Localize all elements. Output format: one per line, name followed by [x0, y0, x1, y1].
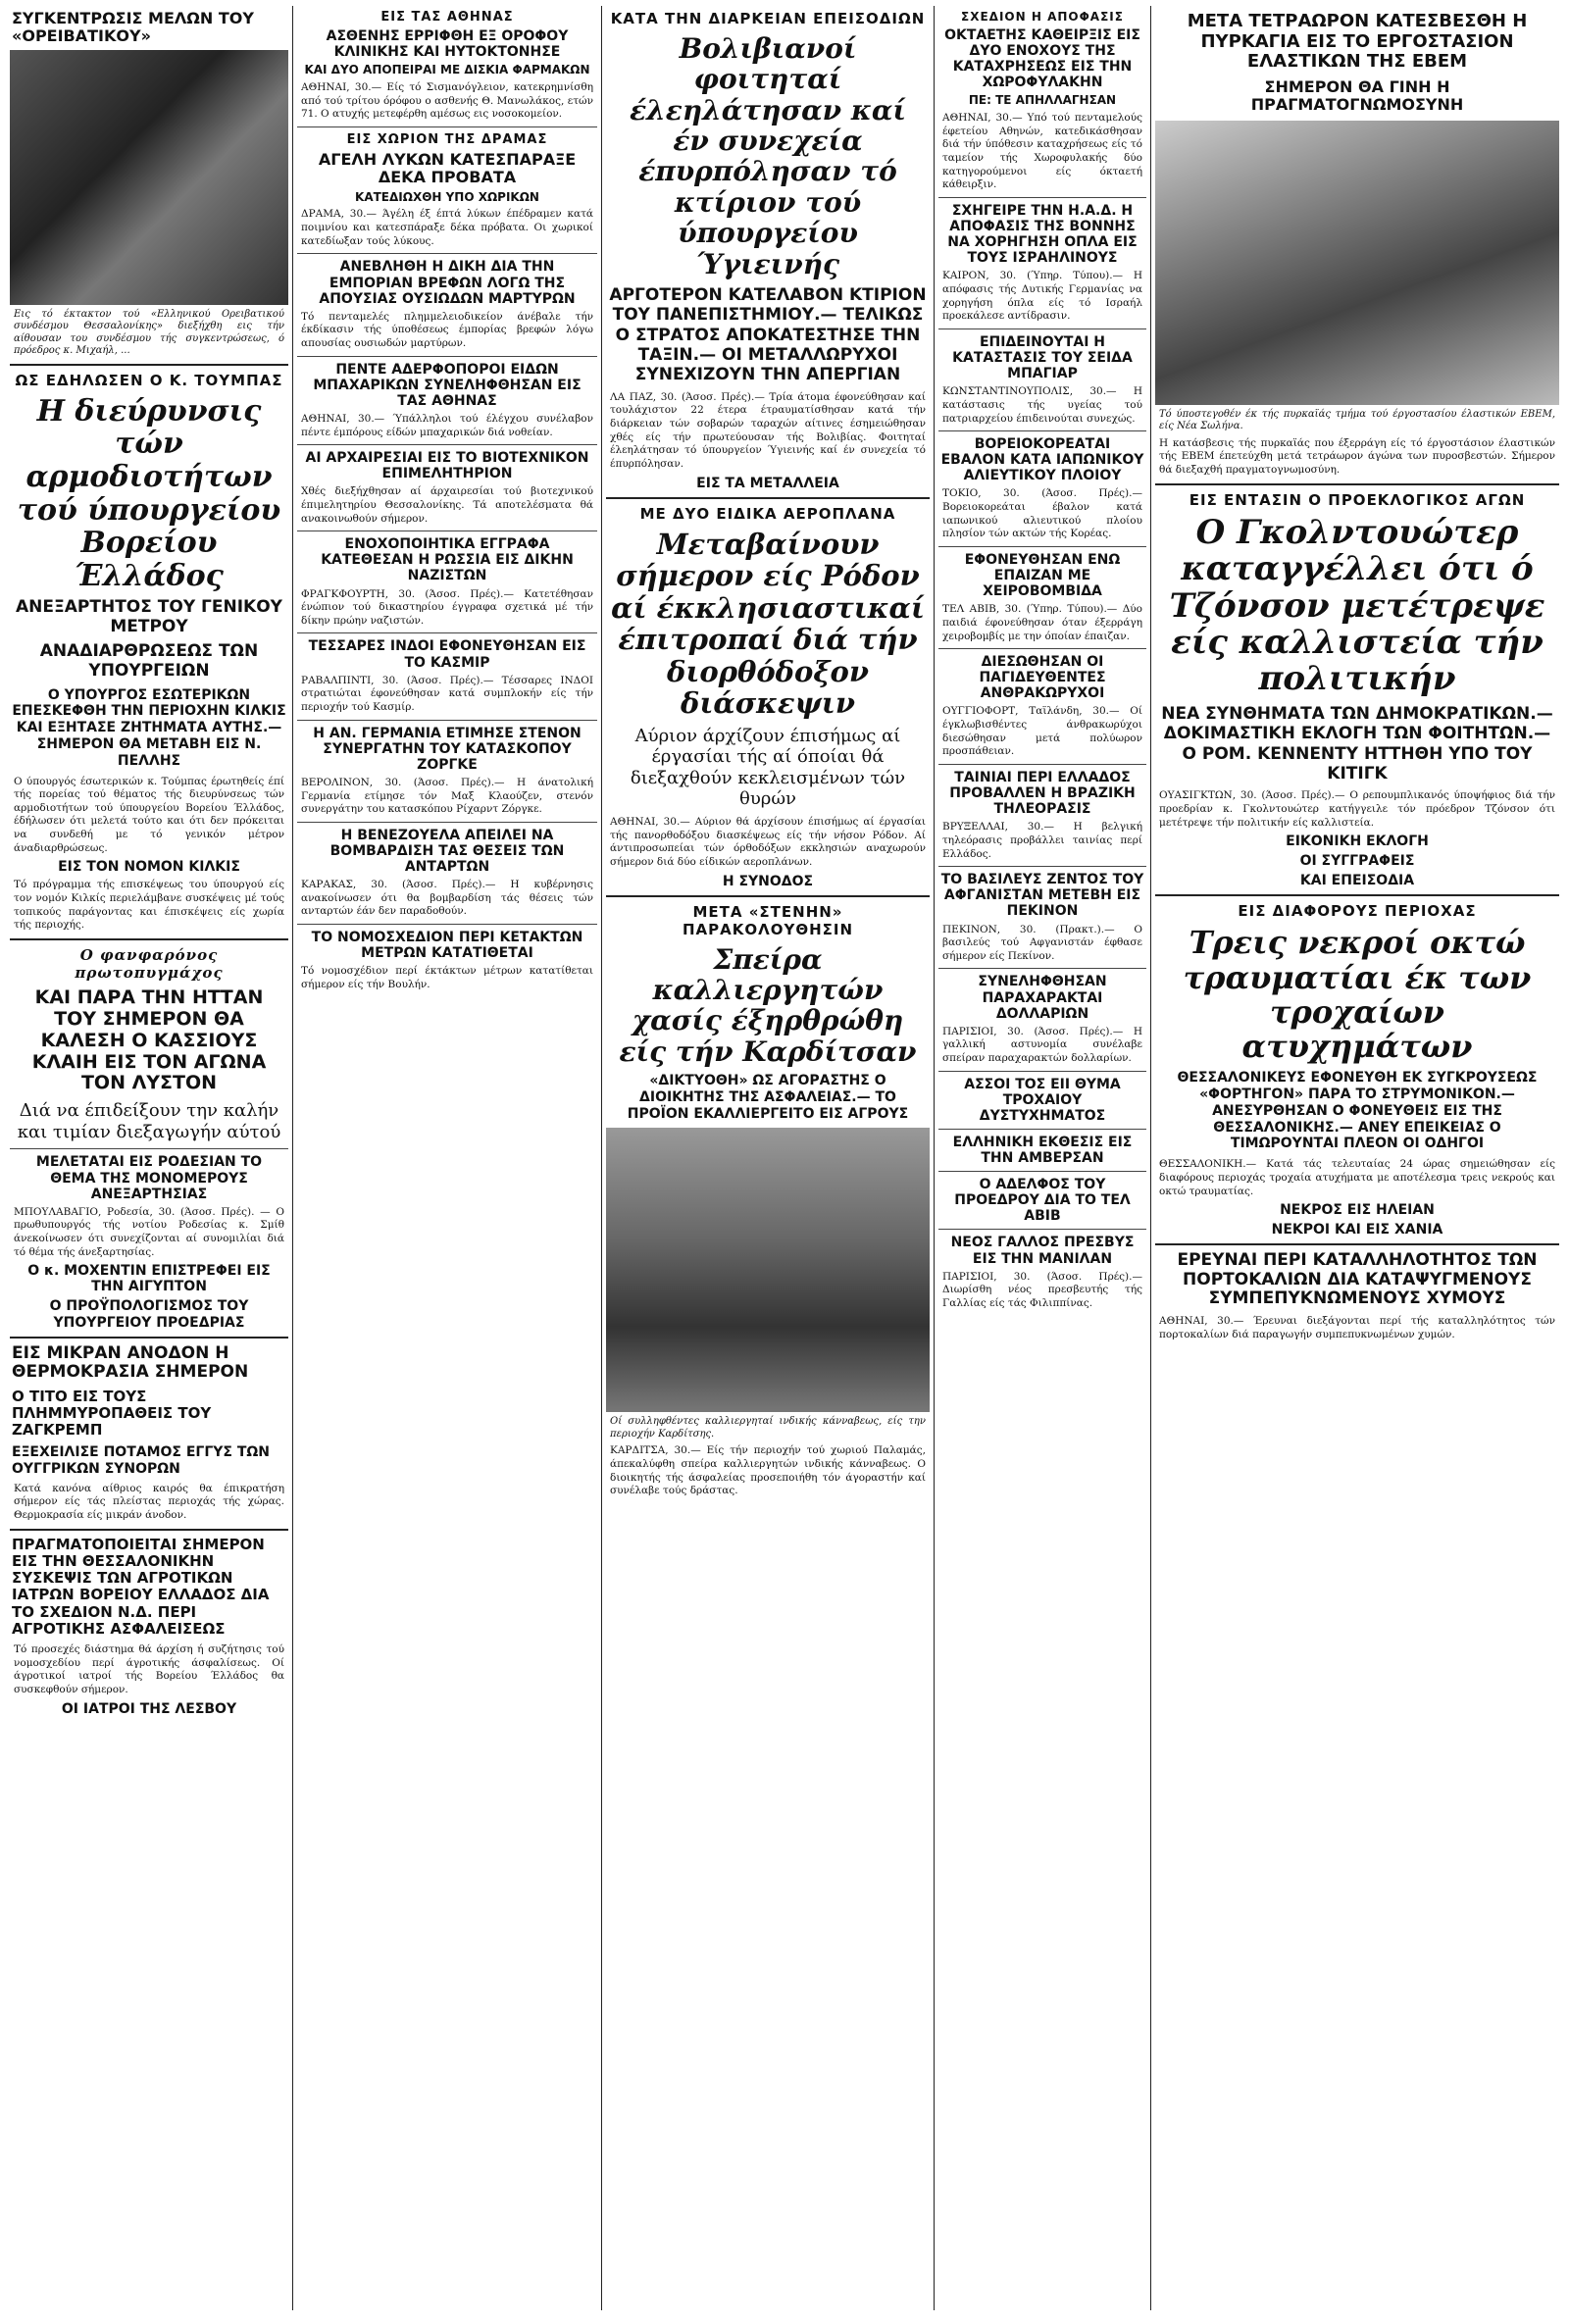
article-body: ΡΑΒΑΛΠΙΝΤΙ, 30. (Άσοσ. Πρές).— Τέσσαρες ΙΝΔΟΙ στρατιώται έφονεύθησαν κατά συμπλοκήν είς τήν περιοχήν τού Κασμίρ. — [301, 674, 593, 713]
headline: Η ΑΝ. ΓΕΡΜΑΝΙΑ ΕΤΙΜΗΣΕ ΣΤΕΝΟΝ ΣΥΝΕΡΓΑΤΗΝ ΤΟΥ ΚΑΤΑΣΚΟΠΟΥ ΖΟΡΓΚΕ — [313, 725, 582, 773]
headline: ΤΑΙΝΙΑΙ ΠΕΡΙ ΕΛΛΑΔΟΣ ΠΡΟΒΑΛΛΕΝ Η ΒΡΑΖΙΚΗ ΤΗΛΕΟΡΑΣΙΣ — [949, 770, 1136, 818]
subheadline: Ο ΤΙΤΟ ΕΙΣ ΤΟΥΣ ΠΛΗΜΜΥΡΟΠΑΘΕΙΣ ΤΟΥ ΖΑΓΚΡΕΜΠ — [12, 1387, 212, 1440]
article-body: Τό προσεχές διάστημα θά άρχίση ή συζήτησις τού νομοσχεδίου περί άγροτικής άσφαλίσεως. Οί άγροτικοί ιατροί τής Βορείου Έλλάδος θα συσκεφθούν σήμερον. — [14, 1643, 284, 1696]
deck: ΑΡΓΟΤΕΡΟΝ ΚΑΤΕΛΑΒΟΝ ΚΤΙΡΙΟΝ ΤΟΥ ΠΑΝΕΠΙΣΤΗΜΙΟΥ.— ΤΕΛΙΚΩΣ Ο ΣΤΡΑΤΟΣ ΑΠΟΚΑΤΕΣΤΗΣΕ ΤΗΝ ΤΑΞΙΝ.— ΟΙ ΜΕΤΑΛΛΩΡΥΧΟΙ ΣΥΝΕΧΙΖΟΥΝ ΤΗΝ ΑΠΕΡΓΙΑΝ — [609, 284, 927, 385]
headline: Μεταβαίνουν σήμερον είς Ρόδον αί έκκλησιαστικαί έπιτροπαί διά τήν διορθόδοξον διάσκεψιν — [611, 527, 925, 721]
subheadline: ΕΞΕΧΕΙΛΙΣΕ ΠΟΤΑΜΟΣ ΕΓΓΥΣ ΤΩΝ ΟΥΓΓΡΙΚΩΝ ΣΥΝΟΡΩΝ — [12, 1444, 271, 1477]
kicker: ΚΑΤΑ ΤΗΝ ΔΙΑΡΚΕΙΑΝ ΕΠΕΙΣΟΔΙΩΝ — [610, 10, 926, 27]
article-body: ΛΑ ΠΑΖ, 30. (Άσοσ. Πρές).— Τρία άτομα έφονεύθησαν καί τουλάχιστον 22 έτερα έτραυματίσθησαν κατά τήν διάρκειαν τών σοβαρών ταραχών αίτινες έσημειώθησαν χθές είς τήν πρωτεύουσαν τής Βολιβίας. Φοιτηταί έλεηλάτησαν τό ύπουργείον Ύγιεινής καί έν συνεχεία τό έπυρπόλησαν. — [610, 390, 926, 471]
article-body: ΠΑΡΙΣΙΟΙ, 30. (Άσοσ. Πρές).— Διωρίσθη νέος πρεσβευτής τής Γαλλίας είς τάς Φιλιππίνας. — [942, 1270, 1142, 1309]
kicker: ΜΕΤΑ «ΣΤΕΝΗΝ» ΠΑΡΑΚΟΛΟΥΘΗΣΙΝ — [682, 902, 854, 938]
headline: ΕΡΕΥΝΑΙ ΠΕΡΙ ΚΑΤΑΛΛΗΛΟΤΗΤΟΣ ΤΩΝ ΠΟΡΤΟΚΑΛΙΩΝ ΔΙΑ ΚΑΤΑΨΥΓΜΕΝΟΥΣ ΣΥΜΠΕΠΥΚΝΩΜΕΝΟΥΣ ΧΥΜΟΥΣ — [1177, 1250, 1538, 1309]
column-3 — [606, 6, 930, 2310]
article-body: ΚΑΡΑΚΑΣ, 30. (Άσοσ. Πρές).— Η κυβέρνησις ανακοίνωσεν ότι θα βομβαρδίση τάς θέσεις τών ανταρτών έάν δεν παραδοθούν. — [301, 879, 593, 918]
column-rule — [1150, 6, 1151, 2310]
kicker: ΕΙΣ ΔΙΑΦΟΡΟΥΣ ΠΕΡΙΟΧΑΣ — [1238, 902, 1477, 921]
article-body: Ο ύπουργός έσωτερικών κ. Τούμπας έρωτηθείς έπί τής πορείας τού θέματος τής διευρύνσεως τών αρμοδιοτήτων τού ύπουργείου Βορείου Έλλάδος, έδήλωσεν ότι μελετά τούτο και ότι δεν πρόκειται να συνδεθή με τό γενικόν μέτρον άναδιαρθρώσεως. — [14, 775, 284, 854]
headline: ΑΓΕΛΗ ΛΥΚΩΝ ΚΑΤΕΣΠΑΡΑΞΕ ΔΕΚΑ ΠΡΟΒΑΤΑ — [318, 149, 577, 187]
article-body: Κατά κανόνα αίθριος καιρός θα έπικρατήση σήμερον είς τάς πλείστας περιοχάς τής χώρας. Θερμοκρασία είς μικράν άνοδον. — [14, 1482, 284, 1521]
subhead: ΕΙΚΟΝΙΚΗ ΕΚΛΟΓΗ — [1286, 834, 1429, 850]
deck: «ΔΙΚΤΥΟΘΗ» ΩΣ ΑΓΟΡΑΣΤΗΣ Ο ΔΙΟΙΚΗΤΗΣ ΤΗΣ ΑΣΦΑΛΕΙΑΣ.— ΤΟ ΠΡΟΪΟΝ ΕΚΑΛΛΙΕΡΓΕΙΤΟ ΕΙΣ ΑΓΡΟΥΣ — [627, 1073, 909, 1122]
headline: ΠΕΝΤΕ ΑΔΕΡΦΟΠΟΡΟΙ ΕΙΔΩΝ ΜΠΑΧΑΡΙΚΩΝ ΣΥΝΕΛΗΦΘΗΣΑΝ ΕΙΣ ΤΑΣ ΑΘΗΝΑΣ — [313, 361, 582, 409]
kicker: ΩΣ ΕΔΗΛΩΣΕΝ Ο Κ. ΤΟΥΜΠΑΣ — [15, 371, 283, 389]
headline: Ο ΠΡΟΫΠΟΛΟΓΙΣΜΟΣ ΤΟΥ ΥΠΟΥΡΓΕΙΟΥ ΠΡΟΕΔΡΙΑΣ — [49, 1298, 249, 1331]
headline: ΟΚΤΑΕΤΗΣ ΚΑΘΕΙΡΞΙΣ ΕΙΣ ΔΥΟ ΕΝΟΧΟΥΣ ΤΗΣ ΚΑΤΑΧΡΗΣΕΩΣ ΕΙΣ ΤΗΝ ΧΩΡΟΦΥΛΑΚΗΝ — [944, 27, 1140, 91]
headline: ΑΙ ΑΡΧΑΙΡΕΣΙΑΙ ΕΙΣ ΤΟ ΒΙΟΤΕΧΝΙΚΟΝ ΕΠΙΜΕΛΗΤΗΡΙΟΝ — [305, 450, 589, 482]
kicker: ΕΙΣ ΧΩΡΙΟΝ ΤΗΣ ΔΡΑΜΑΣ — [346, 131, 548, 147]
column-1 — [10, 6, 288, 2310]
subhead: ΕΙΣ ΤΟΝ ΝΟΜΟΝ ΚΙΛΚΙΣ — [58, 859, 240, 876]
deck: Ο ΥΠΟΥΡΓΟΣ ΕΣΩΤΕΡΙΚΩΝ ΕΠΕΣΚΕΦΘΗ ΤΗΝ ΠΕΡΙΟΧΗΝ ΚΙΛΚΙΣ ΚΑΙ ΕΞΗΤΑΣΕ ΖΗΤΗΜΑΤΑ ΑΥΤΗΣ.— ΣΗΜΕΡΟΝ ΘΑ ΜΕΤΑΒΗ ΕΙΣ Ν. ΠΕΛΛΗΣ — [12, 686, 286, 769]
photo-caption: Τό ύποστεγοθέν έκ τής πυρκαϊάς τμήμα τού έργοστασίου έλαστικών ΕΒΕΜ, είς Νέα Σωλήνα. — [1159, 408, 1555, 432]
headline: ΣΧΗΓΕΙΡΕ ΤΗΝ Η.Α.Δ. Η ΑΠΟΦΑΣΙΣ ΤΗΣ ΒΟΝΝΗΣ ΝΑ ΧΟΡΗΓΗΣΗ ΟΠΛΑ ΕΙΣ ΤΟΥΣ ΙΣΡΑΗΛΙΝΟΥΣ — [947, 203, 1138, 267]
article-body: ΑΘΗΝΑΙ, 30.— Ύπάλληλοι τού έλέγχου συνέλαβον πέντε έμπόρους είδών μπαχαρικών διά νοθείαν. — [301, 412, 593, 438]
article-body: ΤΕΛ ΑΒΙΒ, 30. (Ύπηρ. Τύπου).— Δύο παιδιά έφονεύθησαν όταν έξερράγη χειροβομβίς με την όποίαν έπαιζαν. — [942, 603, 1142, 642]
headline: Ο ΑΔΕΛΦΟΣ ΤΟΥ ΠΡΟΕΔΡΟΥ ΔΙΑ ΤΟ ΤΕΛ ΑΒΙΒ — [954, 1177, 1131, 1225]
column-rule — [934, 6, 935, 2310]
article-body: ΚΑΙΡΟΝ, 30. (Ύπηρ. Τύπου).— Η απόφασις τής Δυτικής Γερμανίας να χορηγήση όπλα είς τό Ισραήλ προεκάλεσε αντίδρασιν. — [942, 270, 1142, 323]
headline: ΕΦΟΝΕΥΘΗΣΑΝ ΕΝΩ ΕΠΑΙΖΑΝ ΜΕ ΧΕΙΡΟΒΟΜΒΙΔΑ — [964, 552, 1121, 600]
factory-fire-photo — [1155, 121, 1559, 405]
article-body: Τό νομοσχέδιον περί έκτάκτων μέτρων κατατίθεται σήμερον είς τήν Βουλήν. — [301, 965, 593, 990]
kicker: ΕΙΣ ΤΑΣ ΑΘΗΝΑΣ — [380, 10, 514, 25]
article-body: ΑΘΗΝΑΙ, 30.— Έρευναι διεξάγονται περί τής καταλληλότητος τών πορτοκαλίων διά παραγωγήν συμπεπυκνωμένων χυμών. — [1159, 1314, 1555, 1340]
headline: Ο Γκολντουώτερ καταγγέλλει ότι ό Τζόνσον μετέτρεψε είς καλλιστεία τήν πολιτικήν — [1169, 512, 1545, 699]
headline: ΑΝΕΒΛΗΘΗ Η ΔΙΚΗ ΔΙΑ ΤΗΝ ΕΜΠΟΡΙΑΝ ΒΡΕΦΩΝ ΛΟΓΩ ΤΗΣ ΑΠΟΥΣΙΑΣ ΟΥΣΙΩΔΩΝ ΜΑΡΤΥΡΩΝ — [319, 259, 576, 307]
headline: Τρεις νεκροί οκτώ τραυματίαι έκ των τροχαίων ατυχημάτων — [1183, 924, 1532, 1066]
column-2 — [297, 6, 597, 2310]
article-body: ΤΟΚΙΟ, 30. (Άσοσ. Πρές).— Βορειοκορεάται έβαλον κατά ιαπωνικού αλιευτικού πλοίου πλησίον τών ακτών τής Κορέας. — [942, 487, 1142, 540]
headline: ΑΣΣΟΙ ΤΟΣ ΕΙΙ ΘΥΜΑ ΤΡΟΧΑΙΟΥ ΔΥΣΤΥΧΗΜΑΤΟΣ — [964, 1076, 1121, 1124]
column-5 — [1155, 6, 1559, 2310]
headline: Η διεύρυνσις τών αρμοδιοτήτων τού ύπουργείου Βορείου Έλλάδος — [17, 393, 281, 593]
deck: ΘΕΣΣΑΛΟΝΙΚΕΥΣ ΕΦΟΝΕΥΘΗ ΕΚ ΣΥΓΚΡΟΥΣΕΩΣ «ΦΟΡΤΗΓΟΝ» ΠΑΡΑ ΤΟ ΣΤΡΥΜΟΝΙΚΟΝ.— ΑΝΕΣΥΡΘΗΣΑΝ Ο ΦΟΝΕΥΘΕΙΣ ΕΙΣ ΤΗΣ ΘΕΣΣΑΛΟΝΙΚΗΣ.— ΑΝΕΥ ΕΠΕΙΚΕΙΑΣ Ο ΤΙΜΩΡΟΥΝΤΑΙ ΠΛΕΟΝ ΟΙ ΟΔΗΓΟΙ — [1177, 1070, 1538, 1152]
headline: ΕΛΛΗΝΙΚΗ ΕΚΘΕΣΙΣ ΕΙΣ ΤΗΝ ΑΜΒΕΡΣΑΝ — [952, 1134, 1133, 1167]
article-body: Τό πρόγραμμα τής επισκέψεως του ύπουργού είς τον νομόν Κιλκίς περιελάμβανε συσκέψεις μέ τούς τοπικούς παράγοντας και έπισκέψεις είς χωρία τής περιοχής. — [14, 879, 284, 932]
article-body: ΦΡΑΓΚΦΟΥΡΤΗ, 30. (Άσοσ. Πρές).— Κατετέθησαν ένώπιον τού δικαστηρίου έγγραφα σχετικά μέ τήν δίκην πρώην ναζιστών. — [301, 587, 593, 627]
deck: Αύριον άρχίζουν έπισήμως αί έργασίαι τής αί όποίαι θά διεξαχθούν κεκλεισμένων τών θυρών — [630, 725, 906, 810]
column-4 — [938, 6, 1146, 2310]
article-body: ΟΥΑΣΙΓΚΤΩΝ, 30. (Άσοσ. Πρές).— Ο ρεπουμπλικανός ύποψήφιος διά τήν προεδρίαν κ. Γκολντουώτερ κατήγγειλε τόν πρόεδρον Τζόνσον ότι μετέτρεψε τήν πολιτικήν είς καλλιστεία. — [1159, 789, 1555, 829]
headline: ΣΥΝΕΛΗΦΘΗΣΑΝ ΠΑΡΑΧΑΡΑΚΤΑΙ ΔΟΛΛΑΡΙΩΝ — [978, 974, 1107, 1022]
subhead: Η ΣΥΝΟΔΟΣ — [722, 873, 814, 889]
deck: ΝΕΑ ΣΥΝΘΗΜΑΤΑ ΤΩΝ ΔΗΜΟΚΡΑΤΙΚΩΝ.— ΔΟΚΙΜΑΣΤΙΚΗ ΕΚΛΟΓΗ ΤΩΝ ΦΟΙΤΗΤΩΝ.— Ο ΡΟΜ. ΚΕΝΝΕΝΤΥ ΗΤΤΗΘΗ ΥΠΟ ΤΟΥ ΚΙΤΙΓΚ — [1161, 703, 1553, 783]
headline: ΕΝΟΧΟΠΟΙΗΤΙΚΑ ΕΓΓΡΑΦΑ ΚΑΤΕΘΕΣΑΝ Η ΡΩΣΣΙΑ ΕΙΣ ΔΙΚΗΝ ΝΑΖΙΣΤΩΝ — [321, 536, 574, 584]
article-body: ΒΕΡΟΛΙΝΟΝ, 30. (Άσοσ. Πρές).— Η άνατολική Γερμανία ετίμησε τόν Μαξ Κλαούζεν, στενόν συνεργάτην του κατασκόπου Ρίχαρντ Ζόργκε. — [301, 776, 593, 816]
article-body: ΚΩΝΣΤΑΝΤΙΝΟΥΠΟΛΙΣ, 30.— Η κατάστασις τής υγείας τού πατριαρχείου έπιδεινούται συνεχώς. — [942, 385, 1142, 425]
article-body: ΑΘΗΝΑΙ, 30.— Υπό τού πενταμελούς έφετείου Αθηνών, κατεδικάσθησαν διά τήν ύπόθεσιν καταχρήσεως είς τό ταμείον τής Χωροφυλακής δύο κατηγορούμενοι είς όκταετή κάθειρξιν. — [942, 112, 1142, 191]
subhead: ΟΙ ΣΥΓΓΡΑΦΕΙΣ — [1299, 853, 1415, 870]
headline: ΤΟ ΒΑΣΙΛΕΥΣ ΖΕΝΤΟΣ ΤΟΥ ΑΦΓΑΝΙΣΤΑΝ ΜΕΤΕΒΗ ΕΙΣ ΠΕΚΙΝΟΝ — [940, 872, 1144, 920]
subheadline: ΑΝΑΔΙΑΡΘΡΩΣΕΩΣ ΤΩΝ ΥΠΟΥΡΓΕΙΩΝ — [39, 641, 259, 681]
column-rule — [292, 6, 293, 2310]
article-body: ΜΠΟΥΛΑΒΑΓΙΟ, Ροδεσία, 30. (Άσοσ. Πρές). — Ο πρωθυπουργός τής νοτίου Ροδεσίας κ. Σμίθ άνεκοίνωσεν ότι συνεχίζονται αί συνομιλίαι διά τό θέμα τής άνεξαρτησίας. — [14, 1205, 284, 1258]
subheadline: ΣΗΜΕΡΟΝ ΘΑ ΓΙΝΗ Η ΠΡΑΓΜΑΤΟΓΝΩΜΟΣΥΝΗ — [1250, 77, 1464, 115]
headline: Σπείρα καλλιεργητών χασίς έξηρθρώθη είς τήν Καρδίτσαν — [619, 942, 917, 1068]
subheadline: ΑΝΕΞΑΡΤΗΤΟΣ ΤΟΥ ΓΕΝΙΚΟΥ ΜΕΤΡΟΥ — [16, 597, 282, 636]
photo-caption: Οί συλληφθέντες καλλιεργηταί ινδικής κάνναβεως, είς την περιοχήν Καρδίτσης. — [610, 1416, 926, 1440]
subhead: ΝΕΚΡΟΙ ΚΑΙ ΕΙΣ ΧΑΝΙΑ — [1271, 1222, 1443, 1238]
kicker: ΕΙΣ ΕΝΤΑΣΙΝ Ο ΠΡΟΕΚΛΟΓΙΚΟΣ ΑΓΩΝ — [1189, 490, 1526, 509]
article-body: ΠΕΚΙΝΟΝ, 30. (Πρακτ.).— Ο βασιλεύς τού Αφγανιστάν έφθασε σήμερον είς Πεκίνον. — [942, 923, 1142, 962]
headline: ΤΟ ΝΟΜΟΣΧΕΔΙΟΝ ΠΕΡΙ ΚΕΤΑΚΤΩΝ ΜΕΤΡΩΝ ΚΑΤΑΤΙΘΕΤΑΙ — [311, 930, 583, 962]
subheadline: ΚΑΙ ΔΥΟ ΑΠΟΠΕΙΡΑΙ ΜΕ ΔΙΣΚΙΑ ΦΑΡΜΑΚΩΝ — [304, 63, 590, 77]
article-body: ΟΥΓΓΙΟΦΟΡΤ, Ταϊλάνδη, 30.— Οί έγκλωβισθέντες άνθρακωρύχοι διεσώθησαν μετά πολύωρον προσπάθειαν. — [942, 705, 1142, 758]
group-photo — [10, 50, 288, 305]
subheadline: ΚΑΤΕΔΙΩΧΘΗ ΥΠΟ ΧΩΡΙΚΩΝ — [355, 189, 539, 204]
article-body: ΑΘΗΝΑΙ, 30.— Αύριον θά άρχίσουν έπισήμως αί έργασίαι τής πανορθοδόξου διασκέψεως είς τήν νήσον Ρόδον. Αί άντιπροσωπείαι τών όρθοδόξων εκκλησιών αναχωρούν σήμερον διά δύο είδικών αεροπλάνων. — [610, 815, 926, 868]
subhead: ΝΕΚΡΟΣ ΕΙΣ ΗΛΕΙΑΝ — [1280, 1202, 1435, 1219]
headline: ΚΑΙ ΠΑΡΑ ΤΗΝ ΗΤΤΑΝ ΤΟΥ ΣΗΜΕΡΟΝ ΘΑ ΚΑΛΕΣΗ Ο ΚΑΣΣΙΟΥΣ ΚΛΑΙΗ ΕΙΣ ΤΟΝ ΑΓΩΝΑ ΤΟΝ ΛΥΣΤΟΝ — [31, 986, 267, 1094]
headline: ΕΠΙΔΕΙΝΟΥΤΑΙ Η ΚΑΤΑΣΤΑΣΙΣ ΤΟΥ ΣΕΙΔΑ ΜΠΑΓΙΑΡ — [952, 333, 1133, 382]
photo-headline: ΣΥΓΚΕΝΤΡΩΣΙΣ ΜΕΛΩΝ ΤΟΥ «ΟΡΕΙΒΑΤΙΚΟΥ» — [12, 9, 254, 46]
article-body: ΑΘΗΝΑΙ, 30.— Είς τό Σισμανόγλειον, κατεκρημνίσθη από τού τρίτου όρόφου ο ασθενής Θ. Μανωλάκος, ετών 71. Ο ατυχής μετεφέρθη αμέσως εις νοσοκομείον. — [301, 80, 593, 121]
subhead: ΚΑΙ ΕΠΕΙΣΟΔΙΑ — [1299, 873, 1415, 889]
kicker: Ο φανφαρόνος πρωτοπυγμάχος — [75, 946, 224, 983]
article-body: Τό πενταμελές πλημμελειοδικείον άνέβαλε τήν έκδίκασιν τής ύποθέσεως έμπορίας βρεφών λόγω απουσίας ουσιωδών μαρτύρων. — [301, 310, 593, 349]
article-body: ΒΡΥΞΕΛΛΑΙ, 30.— Η βελγική τηλεόρασις προβάλλει ταινίας περί Ελλάδος. — [942, 821, 1142, 860]
article-body: ΘΕΣΣΑΛΟΝΙΚΗ.— Κατά τάς τελευταίας 24 ώρας σημειώθησαν είς διαφόρους περιοχάς τροχαία ατυχήματα με αποτέλεσμα τρεις νεκρούς και οκτώ τραυματίας. — [1159, 1158, 1555, 1197]
article-body: Χθές διεξήχθησαν αί άρχαιρεσίαι τού βιοτεχνικού έπιμελητηρίου Θεσσαλονίκης. Τά αποτελέσματα θά ανακοινωθούν σήμερον. — [301, 485, 593, 525]
headline: ΜΕΤΑ ΤΕΤΡΑΩΡΟΝ ΚΑΤΕΣΒΕΣΘΗ Η ΠΥΡΚΑΓΙΑ ΕΙΣ ΤΟ ΕΡΓΟΣΤΑΣΙΟΝ ΕΛΑΣΤΙΚΩΝ ΤΗΣ ΕΒΕΜ — [1187, 11, 1528, 73]
headline: ΑΣΘΕΝΗΣ ΕΡΡΙΦΘΗ ΕΞ ΟΡΟΦΟΥ ΚΛΙΝΙΚΗΣ ΚΑΙ ΗΥΤΟΚΤΟΝΗΣΕ — [326, 28, 569, 61]
headline: ΜΕΛΕΤΑΤΑΙ ΕΙΣ ΡΟΔΕΣΙΑΝ ΤΟ ΘΕΜΑ ΤΗΣ ΜΟΝΟΜΕΡΟΥΣ ΑΝΕΞΑΡΤΗΣΙΑΣ — [35, 1154, 263, 1202]
headline: ΕΙΣ ΜΙΚΡΑΝ ΑΝΟΔΟΝ Η ΘΕΡΜΟΚΡΑΣΙΑ ΣΗΜΕΡΟΝ — [12, 1342, 249, 1383]
article-body: Η κατάσβεσις τής πυρκαϊάς που έξερράγη είς τό έργοστάσιον έλαστικών τής ΕΒΕΜ έπετεύχθη μετά τετράωρον άγώνα των πυροσβεστών. Σήμερον θά διεξαχθή πραγματογνωμοσύνη. — [1159, 436, 1555, 477]
headline: ΒΟΡΕΙΟΚΟΡΕΑΤΑΙ ΕΒΑΛΟΝ ΚΑΤΑ ΙΑΠΩΝΙΚΟΥ ΑΛΙΕΥΤΙΚΟΥ ΠΛΟΙΟΥ — [940, 436, 1144, 484]
kicker: ΣΧΕΔΙΟΝ Η ΑΠΟΦΑΣΙΣ — [961, 10, 1124, 24]
article-body: ΔΡΑΜΑ, 30.— Άγέλη έξ έπτά λύκων έπέδραμεν κατά ποιμνίου και κατεσπάραξε δέκα πρόβατα. Οι χωρικοί κατεδίωξαν τούς λύκους. — [301, 208, 593, 247]
kicker: ΜΕ ΔΥΟ ΕΙΔΙΚΑ ΑΕΡΟΠΛΑΝΑ — [639, 504, 896, 523]
photo-caption: Εις τό έκτακτον τού «Ελληνικού Ορειβατικού συνδέσμου Θεσσαλονίκης» διεξήχθη εις τήν αίθουσαν του συνδέσμου τής συγκεντρώσεως, ό πρόεδρος κ. Μιχαήλ, ... — [14, 308, 284, 357]
article-body: ΚΑΡΔΙΤΣΑ, 30.— Είς τήν περιοχήν τού χωριού Παλαμάς, άπεκαλύφθη σπείρα καλλιεργητών ινδικής κάνναβεως. Ο διοικητής τής άσφαλείας προσεποιήθη τόν άγοραστήν καί συνέλαβε τούς δράστας. — [610, 1444, 926, 1497]
headline: Ο κ. ΜΟΧΕΝΤΙΝ ΕΠΙΣΤΡΕΦΕΙ ΕΙΣ ΤΗΝ ΑΙΓΥΠΤΟΝ — [27, 1263, 271, 1295]
headline: Η ΒΕΝΕΖΟΥΕΛΑ ΑΠΕΙΛΕΙ ΝΑ ΒΟΜΒΑΡΔΙΣΗ ΤΑΣ ΘΕΣΕΙΣ ΤΩΝ ΑΝΤΑΡΤΩΝ — [329, 827, 565, 875]
subhead: ΕΙΣ ΤΑ ΜΕΤΑΛΛΕΙΑ — [696, 475, 839, 491]
headline: ΤΕΣΣΑΡΕΣ ΙΝΔΟΙ ΕΦΟΝΕΥΘΗΣΑΝ ΕΙΣ ΤΟ ΚΑΣΜΙΡ — [308, 638, 586, 671]
newspaper-page — [10, 6, 1559, 2310]
subheadline: ΠΕ: ΤΕ ΑΠΗΛΛΑΓΗΣΑΝ — [968, 93, 1117, 108]
headline: ΝΕΟΣ ΓΑΛΛΟΣ ΠΡΕΣΒΥΣ ΕΙΣ ΤΗΝ ΜΑΝΙΛΑΝ — [950, 1235, 1135, 1267]
headline: Βολιβιανοί φοιτηταί έλεηλάτησαν καί έν συνεχεία έπυρπόλησαν τό κτίριον τού ύπουργείου Ύγιεινής — [630, 32, 906, 280]
suspects-photo — [606, 1128, 930, 1412]
deck: Διά να έπιδείξουν την καλήν και τιμίαν διεξαγωγήν αύτού — [17, 1100, 281, 1142]
article-body: ΠΑΡΙΣΙΟΙ, 30. (Άσοσ. Πρές).— Η γαλλική αστυνομία συνέλαβε σπείραν παραχαρακτών δολλαρίων. — [942, 1025, 1142, 1065]
headline: ΔΙΕΣΩΘΗΣΑΝ ΟΙ ΠΑΓΙΔΕΥΘΕΝΤΕΣ ΑΝΘΡΑΚΩΡΥΧΟΙ — [979, 654, 1106, 702]
headline: ΠΡΑΓΜΑΤΟΠΟΙΕΙΤΑΙ ΣΗΜΕΡΟΝ ΕΙΣ ΤΗΝ ΘΕΣΣΑΛΟΝΙΚΗΝ ΣΥΣΚΕΨΙΣ ΤΩΝ ΑΓΡΟΤΙΚΩΝ ΙΑΤΡΩΝ ΒΟΡΕΙΟΥ ΕΛΛΑΔΟΣ ΔΙΑ ΤΟ ΣΧΕΔΙΟΝ Ν.Δ. ΠΕΡΙ ΑΓΡΟΤΙΚΗΣ ΑΣΦΑΛΕΙΣΕΩΣ — [12, 1535, 270, 1638]
column-rule — [601, 6, 602, 2310]
subhead: ΟΙ ΙΑΤΡΟΙ ΤΗΣ ΛΕΣΒΟΥ — [61, 1700, 237, 1717]
